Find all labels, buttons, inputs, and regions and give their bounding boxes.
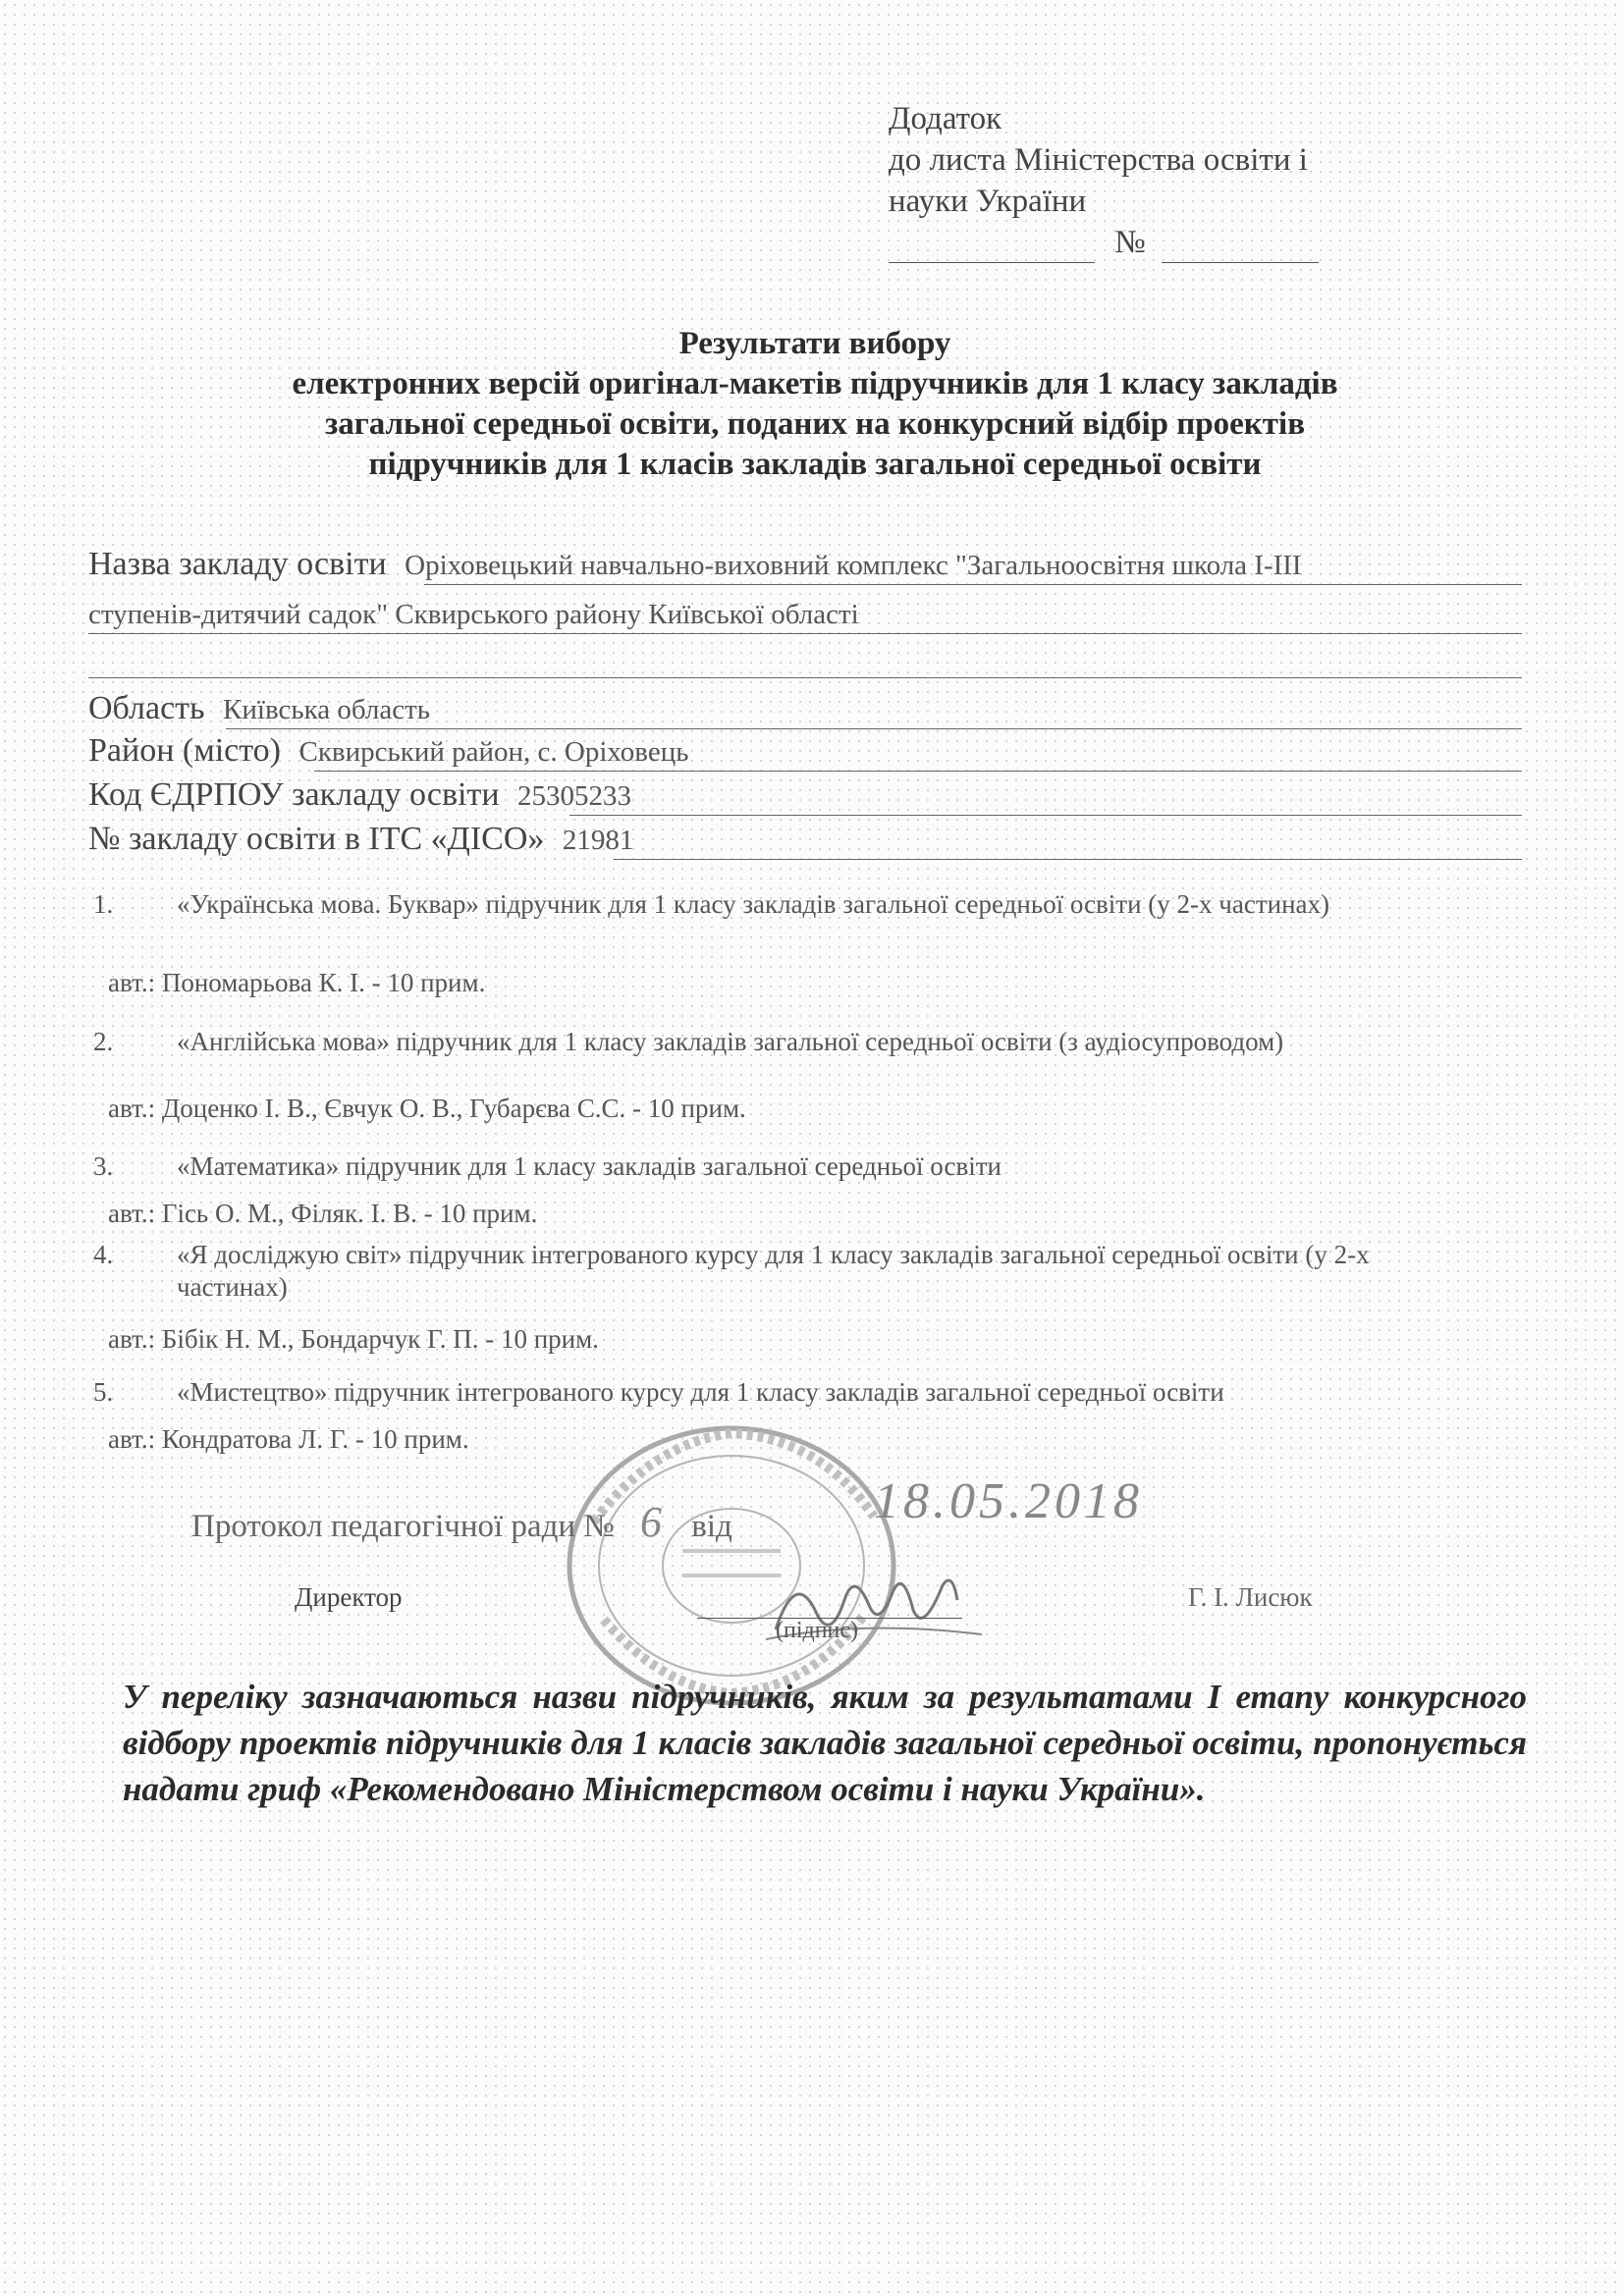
institution-value-2: ступенів-дитячий садок" Сквирського району Київської області <box>88 599 859 630</box>
item-number: 5. <box>93 1377 114 1407</box>
item-title: «Англійська мова» підручник для 1 класу закладів загальної середньої освіти (з аудіосупроводом) <box>177 1027 1284 1056</box>
item-number: 1. <box>93 889 114 919</box>
addendum-line-2: до листа Міністерства освіти і <box>889 142 1308 178</box>
institution-field-cont <box>88 594 1522 634</box>
number-sign: № <box>1114 225 1146 260</box>
document-title <box>118 324 1512 485</box>
item-number: 2. <box>93 1027 114 1056</box>
edrpou-value: 25305233 <box>517 780 632 812</box>
item-authors: авт.: Бібік Н. М., Бондарчук Г. П. - 10 прим. <box>108 1324 599 1354</box>
itc-value: 21981 <box>562 825 634 856</box>
institution-field <box>88 545 1522 585</box>
region-label: Область <box>88 690 205 726</box>
underline <box>88 633 1522 634</box>
edrpou-field <box>88 775 1522 816</box>
protocol-line <box>191 1497 732 1547</box>
item-title: «Математика» підручник для 1 класу закладів загальної середньої освіти <box>177 1151 1001 1181</box>
protocol-number: 6 <box>640 1498 663 1546</box>
director-name: Г. І. Лисюк <box>1188 1582 1313 1612</box>
item-number: 4. <box>93 1240 114 1269</box>
signature-caption: (підпис) <box>776 1618 859 1643</box>
item-number: 3. <box>93 1151 114 1181</box>
title-line-3: загальної середньої освіти, поданих на конкурсний відбір проектів <box>324 406 1306 442</box>
director-label: Директор <box>295 1582 403 1612</box>
item-authors: авт.: Доценко І. В., Євчук О. В., Губарєва С.С. - 10 прим. <box>108 1094 746 1123</box>
item-authors: авт.: Гісь О. М., Філяк. І. В. - 10 прим. <box>108 1199 538 1228</box>
protocol-from-label: від <box>691 1509 732 1544</box>
item-authors: авт.: Пономарьова К. І. - 10 прим. <box>108 968 486 997</box>
title-line-2: електронних версій оригінал-макетів підручників для 1 класу закладів <box>292 366 1338 401</box>
underline <box>314 771 1522 772</box>
itc-label: № закладу освіти в ІТС «ДІСО» <box>88 821 545 857</box>
district-field <box>88 731 1522 772</box>
item-authors: авт.: Кондратова Л. Г. - 10 прим. <box>108 1424 469 1454</box>
date-blank <box>889 233 1095 263</box>
itc-field <box>88 820 1522 860</box>
addendum-block <box>889 98 1319 263</box>
district-value: Сквирський район, с. Оріховець <box>298 736 689 768</box>
title-line-4: підручників для 1 класів закладів загальної середньої освіти <box>368 447 1262 482</box>
addendum-line-1: Додаток <box>889 101 1002 136</box>
protocol-date: 18.05.2018 <box>874 1473 1143 1529</box>
footnote: У переліку зазначаються назви підручників, яким за результатами І етапу конкурсного відбору проектів підручників для 1 класів закладів загальної середньої освіти, пропонується надати гриф «Рекомендовано Міністерством освіти і науки України». <box>123 1678 1527 1808</box>
addendum-number-line <box>889 222 1319 263</box>
edrpou-label: Код ЄДРПОУ закладу освіти <box>88 776 500 813</box>
institution-label: Назва закладу освіти <box>88 546 387 582</box>
item-title: «Мистецтво» підручник інтегрованого курсу для 1 класу закладів загальної середньої освіти <box>177 1377 1224 1407</box>
underline <box>569 815 1522 816</box>
protocol-label: Протокол педагогічної ради № <box>191 1509 615 1544</box>
underline <box>614 859 1522 860</box>
underline <box>424 584 1522 585</box>
underline <box>226 728 1522 729</box>
district-label: Район (місто) <box>88 732 281 769</box>
region-value: Київська область <box>223 694 430 725</box>
region-field <box>88 689 1522 729</box>
underline <box>88 677 1522 678</box>
addendum-line-3: науки України <box>889 184 1087 219</box>
item-title: «Українська мова. Буквар» підручник для 1 класу закладів загальної середньої освіти (у 2-х частинах) <box>177 889 1330 919</box>
title-line-1: Результати вибору <box>678 326 951 361</box>
item-title: «Я досліджую світ» підручник інтегрованого курсу для 1 класу закладів загальної середньої освіти (у 2-х частинах) <box>177 1240 1370 1302</box>
number-blank <box>1162 233 1319 263</box>
institution-value-1: Оріховецький навчально-виховний комплекс "Загальноосвітня школа І-ІІІ <box>405 550 1302 581</box>
